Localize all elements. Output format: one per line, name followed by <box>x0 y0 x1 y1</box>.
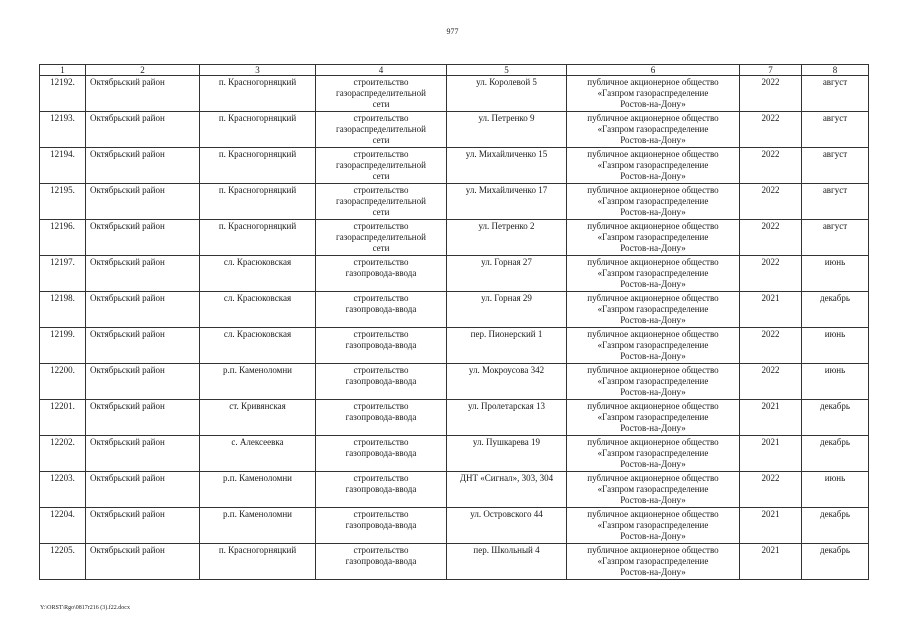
organization-cell-line: Ростов-на-Дону» <box>620 459 686 469</box>
gas-works-table <box>39 64 869 580</box>
organization-cell-line: Ростов-на-Дону» <box>620 351 686 361</box>
column-header-2: 2 <box>86 65 200 76</box>
year-cell: 2022 <box>740 256 802 292</box>
district-cell: Октябрьский район <box>86 472 200 508</box>
row-number: 12193. <box>40 112 86 148</box>
organization-cell <box>567 436 740 472</box>
address-cell: ул. Мокроусова 342 <box>447 364 567 400</box>
work-type-cell <box>316 544 447 580</box>
column-header-5: 5 <box>447 65 567 76</box>
organization-cell-line: публичное акционерное общество <box>587 221 719 231</box>
work-type-cell <box>316 328 447 364</box>
work-type-cell <box>316 220 447 256</box>
work-type-cell-line: строительство <box>353 113 409 123</box>
work-type-cell-line: газопровода-ввода <box>345 376 417 386</box>
month-cell: август <box>802 112 869 148</box>
month-cell: декабрь <box>802 292 869 328</box>
work-type-cell-line: строительство <box>353 185 409 195</box>
organization-cell-line: публичное акционерное общество <box>587 149 719 159</box>
year-cell: 2021 <box>740 400 802 436</box>
organization-cell-line: Ростов-на-Дону» <box>620 135 686 145</box>
organization-cell-line: публичное акционерное общество <box>587 401 719 411</box>
year-cell: 2021 <box>740 292 802 328</box>
work-type-cell-line: газораспределительной <box>336 160 426 170</box>
work-type-cell-line: газопровода-ввода <box>345 448 417 458</box>
organization-cell-line: Ростов-на-Дону» <box>620 171 686 181</box>
organization-cell <box>567 184 740 220</box>
month-cell: август <box>802 184 869 220</box>
organization-cell <box>567 112 740 148</box>
table-body <box>40 76 869 580</box>
address-cell: ул. Королевой 5 <box>447 76 567 112</box>
district-cell: Октябрьский район <box>86 544 200 580</box>
work-type-cell-line: газораспределительной <box>336 124 426 134</box>
organization-cell <box>567 364 740 400</box>
work-type-cell-line: газопровода-ввода <box>345 340 417 350</box>
district-cell: Октябрьский район <box>86 292 200 328</box>
table-row <box>40 184 869 220</box>
column-header-7: 7 <box>740 65 802 76</box>
organization-cell-line: «Газпром газораспределение <box>597 448 709 458</box>
locality-cell: с. Алексеевка <box>200 436 316 472</box>
month-cell: декабрь <box>802 508 869 544</box>
work-type-cell-line: строительство <box>353 473 409 483</box>
address-cell: пер. Школьный 4 <box>447 544 567 580</box>
address-cell: ул. Петренко 9 <box>447 112 567 148</box>
organization-cell-line: «Газпром газораспределение <box>597 88 709 98</box>
organization-cell <box>567 76 740 112</box>
organization-cell-line: «Газпром газораспределение <box>597 520 709 530</box>
organization-cell-line: Ростов-на-Дону» <box>620 387 686 397</box>
work-type-cell <box>316 148 447 184</box>
work-type-cell-line: газораспределительной <box>336 88 426 98</box>
organization-cell-line: Ростов-на-Дону» <box>620 279 686 289</box>
organization-cell-line: публичное акционерное общество <box>587 185 719 195</box>
table-row <box>40 112 869 148</box>
organization-cell-line: «Газпром газораспределение <box>597 196 709 206</box>
organization-cell-line: публичное акционерное общество <box>587 473 719 483</box>
organization-cell <box>567 328 740 364</box>
month-cell: декабрь <box>802 436 869 472</box>
column-header-3: 3 <box>200 65 316 76</box>
work-type-cell-line: газопровода-ввода <box>345 268 417 278</box>
work-type-cell-line: строительство <box>353 149 409 159</box>
row-number: 12203. <box>40 472 86 508</box>
year-cell: 2022 <box>740 76 802 112</box>
table-row <box>40 364 869 400</box>
organization-cell <box>567 508 740 544</box>
district-cell: Октябрьский район <box>86 184 200 220</box>
district-cell: Октябрьский район <box>86 256 200 292</box>
month-cell: август <box>802 220 869 256</box>
organization-cell <box>567 544 740 580</box>
row-number: 12201. <box>40 400 86 436</box>
work-type-cell <box>316 364 447 400</box>
table-row <box>40 292 869 328</box>
work-type-cell-line: газопровода-ввода <box>345 556 417 566</box>
organization-cell-line: публичное акционерное общество <box>587 257 719 267</box>
column-header-1: 1 <box>40 65 86 76</box>
locality-cell: сл. Красюковская <box>200 292 316 328</box>
row-number: 12192. <box>40 76 86 112</box>
year-cell: 2021 <box>740 544 802 580</box>
address-cell: пер. Пионерский 1 <box>447 328 567 364</box>
locality-cell: п. Красногорняцкий <box>200 76 316 112</box>
table-row <box>40 544 869 580</box>
locality-cell: р.п. Каменоломни <box>200 364 316 400</box>
organization-cell-line: публичное акционерное общество <box>587 545 719 555</box>
row-number: 12200. <box>40 364 86 400</box>
work-type-cell-line: строительство <box>353 293 409 303</box>
year-cell: 2021 <box>740 436 802 472</box>
organization-cell-line: Ростов-на-Дону» <box>620 531 686 541</box>
column-header-6: 6 <box>567 65 740 76</box>
organization-cell-line: «Газпром газораспределение <box>597 340 709 350</box>
organization-cell-line: Ростов-на-Дону» <box>620 207 686 217</box>
organization-cell-line: Ростов-на-Дону» <box>620 243 686 253</box>
month-cell: декабрь <box>802 544 869 580</box>
month-cell: июнь <box>802 364 869 400</box>
address-cell: ул. Островского 44 <box>447 508 567 544</box>
organization-cell-line: Ростов-на-Дону» <box>620 315 686 325</box>
work-type-cell <box>316 76 447 112</box>
organization-cell-line: Ростов-на-Дону» <box>620 99 686 109</box>
organization-cell-line: «Газпром газораспределение <box>597 304 709 314</box>
organization-cell-line: «Газпром газораспределение <box>597 268 709 278</box>
locality-cell: ст. Кривянская <box>200 400 316 436</box>
row-number: 12204. <box>40 508 86 544</box>
table-header <box>40 65 869 76</box>
year-cell: 2022 <box>740 364 802 400</box>
month-cell: июнь <box>802 472 869 508</box>
work-type-cell <box>316 292 447 328</box>
district-cell: Октябрьский район <box>86 220 200 256</box>
year-cell: 2022 <box>740 184 802 220</box>
month-cell: август <box>802 76 869 112</box>
district-cell: Октябрьский район <box>86 508 200 544</box>
organization-cell-line: Ростов-на-Дону» <box>620 567 686 577</box>
address-cell: ул. Горная 27 <box>447 256 567 292</box>
work-type-cell <box>316 184 447 220</box>
district-cell: Октябрьский район <box>86 328 200 364</box>
organization-cell-line: публичное акционерное общество <box>587 113 719 123</box>
work-type-cell-line: газопровода-ввода <box>345 412 417 422</box>
row-number: 12198. <box>40 292 86 328</box>
row-number: 12205. <box>40 544 86 580</box>
locality-cell: п. Красногорняцкий <box>200 544 316 580</box>
table-row <box>40 472 869 508</box>
year-cell: 2022 <box>740 220 802 256</box>
table-row <box>40 76 869 112</box>
work-type-cell <box>316 256 447 292</box>
work-type-cell-line: строительство <box>353 329 409 339</box>
district-cell: Октябрьский район <box>86 436 200 472</box>
work-type-cell-line: строительство <box>353 365 409 375</box>
organization-cell-line: публичное акционерное общество <box>587 437 719 447</box>
organization-cell-line: публичное акционерное общество <box>587 509 719 519</box>
work-type-cell-line: строительство <box>353 401 409 411</box>
address-cell: ДНТ «Сигнал», 303, 304 <box>447 472 567 508</box>
header-row <box>40 65 869 76</box>
locality-cell: п. Красногорняцкий <box>200 220 316 256</box>
district-cell: Октябрьский район <box>86 364 200 400</box>
work-type-cell <box>316 400 447 436</box>
organization-cell <box>567 400 740 436</box>
work-type-cell-line: газораспределительной <box>336 196 426 206</box>
work-type-cell-line: строительство <box>353 545 409 555</box>
organization-cell-line: «Газпром газораспределение <box>597 124 709 134</box>
work-type-cell-line: строительство <box>353 509 409 519</box>
year-cell: 2022 <box>740 148 802 184</box>
year-cell: 2021 <box>740 508 802 544</box>
document-table-container <box>39 64 869 580</box>
table-row <box>40 508 869 544</box>
locality-cell: п. Красногорняцкий <box>200 112 316 148</box>
district-cell: Октябрьский район <box>86 148 200 184</box>
work-type-cell <box>316 472 447 508</box>
locality-cell: п. Красногорняцкий <box>200 148 316 184</box>
work-type-cell-line: строительство <box>353 77 409 87</box>
locality-cell: р.п. Каменоломни <box>200 508 316 544</box>
organization-cell-line: Ростов-на-Дону» <box>620 423 686 433</box>
year-cell: 2022 <box>740 112 802 148</box>
column-header-4: 4 <box>316 65 447 76</box>
organization-cell <box>567 220 740 256</box>
organization-cell-line: публичное акционерное общество <box>587 365 719 375</box>
work-type-cell-line: сети <box>372 243 390 253</box>
organization-cell-line: «Газпром газораспределение <box>597 412 709 422</box>
address-cell: ул. Петренко 2 <box>447 220 567 256</box>
table-row <box>40 256 869 292</box>
work-type-cell-line: строительство <box>353 221 409 231</box>
locality-cell: сл. Красюковская <box>200 256 316 292</box>
year-cell: 2022 <box>740 472 802 508</box>
organization-cell-line: «Газпром газораспределение <box>597 160 709 170</box>
table-row <box>40 436 869 472</box>
table-row <box>40 148 869 184</box>
month-cell: август <box>802 148 869 184</box>
work-type-cell-line: сети <box>372 135 390 145</box>
address-cell: ул. Пролетарская 13 <box>447 400 567 436</box>
month-cell: декабрь <box>802 400 869 436</box>
organization-cell-line: «Газпром газораспределение <box>597 232 709 242</box>
district-cell: Октябрьский район <box>86 400 200 436</box>
year-cell: 2022 <box>740 328 802 364</box>
table-row <box>40 400 869 436</box>
district-cell: Октябрьский район <box>86 76 200 112</box>
organization-cell-line: публичное акционерное общество <box>587 77 719 87</box>
locality-cell: п. Красногорняцкий <box>200 184 316 220</box>
work-type-cell-line: сети <box>372 171 390 181</box>
organization-cell <box>567 292 740 328</box>
address-cell: ул. Михайличенко 17 <box>447 184 567 220</box>
address-cell: ул. Горная 29 <box>447 292 567 328</box>
row-number: 12195. <box>40 184 86 220</box>
organization-cell <box>567 472 740 508</box>
district-cell: Октябрьский район <box>86 112 200 148</box>
row-number: 12196. <box>40 220 86 256</box>
locality-cell: р.п. Каменоломни <box>200 472 316 508</box>
address-cell: ул. Михайличенко 15 <box>447 148 567 184</box>
row-number: 12197. <box>40 256 86 292</box>
footer-file-path: Y:\ORST\Rgo\0817r216 (3).f22.docx <box>40 605 130 611</box>
work-type-cell-line: сети <box>372 99 390 109</box>
column-header-8: 8 <box>802 65 869 76</box>
address-cell: ул. Пушкарева 19 <box>447 436 567 472</box>
row-number: 12194. <box>40 148 86 184</box>
work-type-cell-line: газопровода-ввода <box>345 304 417 314</box>
row-number: 12202. <box>40 436 86 472</box>
page-number: 977 <box>446 27 459 36</box>
work-type-cell <box>316 436 447 472</box>
organization-cell <box>567 148 740 184</box>
work-type-cell <box>316 508 447 544</box>
row-number: 12199. <box>40 328 86 364</box>
work-type-cell-line: строительство <box>353 257 409 267</box>
table-row <box>40 220 869 256</box>
work-type-cell-line: газораспределительной <box>336 232 426 242</box>
organization-cell-line: публичное акционерное общество <box>587 293 719 303</box>
organization-cell-line: «Газпром газораспределение <box>597 376 709 386</box>
organization-cell <box>567 256 740 292</box>
work-type-cell-line: газопровода-ввода <box>345 484 417 494</box>
organization-cell-line: публичное акционерное общество <box>587 329 719 339</box>
work-type-cell-line: газопровода-ввода <box>345 520 417 530</box>
locality-cell: сл. Красюковская <box>200 328 316 364</box>
month-cell: июнь <box>802 328 869 364</box>
organization-cell-line: «Газпром газораспределение <box>597 556 709 566</box>
organization-cell-line: «Газпром газораспределение <box>597 484 709 494</box>
work-type-cell <box>316 112 447 148</box>
organization-cell-line: Ростов-на-Дону» <box>620 495 686 505</box>
table-row <box>40 328 869 364</box>
month-cell: июнь <box>802 256 869 292</box>
work-type-cell-line: сети <box>372 207 390 217</box>
work-type-cell-line: строительство <box>353 437 409 447</box>
